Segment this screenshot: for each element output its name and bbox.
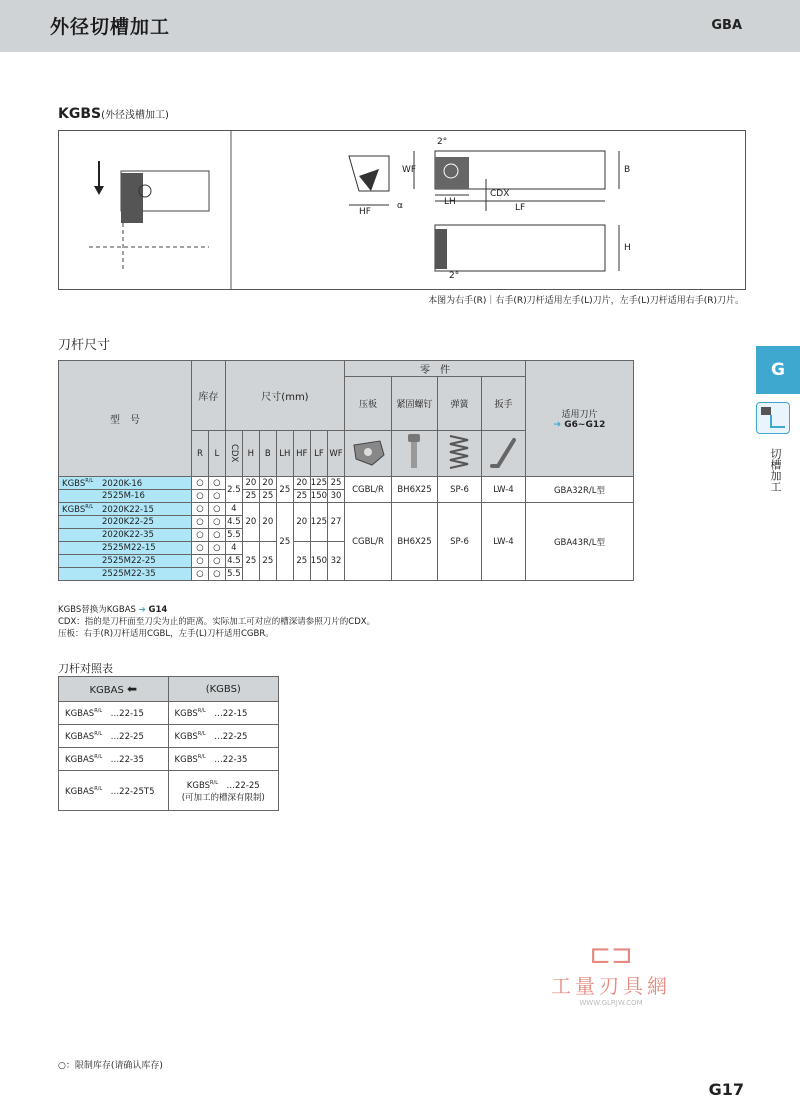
- model-cell: [59, 529, 192, 542]
- model-prefix-sup: R/L: [85, 503, 94, 510]
- wf-value: 27: [328, 503, 345, 542]
- table-title: 刀杆尺寸: [58, 338, 111, 353]
- compare-right-suffix: …22-35: [214, 755, 248, 765]
- compare-right-suffix: …22-25: [226, 780, 260, 791]
- model-code: 2020K22-15: [102, 504, 154, 515]
- note-replace: [58, 604, 375, 616]
- compare-right: [168, 702, 278, 725]
- wf-value: 32: [328, 542, 345, 581]
- stock-l: ○: [208, 568, 225, 581]
- arrow-left-icon: ⬅: [127, 682, 138, 696]
- stock-r: ○: [191, 503, 208, 516]
- stock-l: ○: [208, 542, 225, 555]
- col-cdx: CDX: [225, 431, 242, 477]
- lf-value: 150: [310, 542, 327, 581]
- screw-value: BH6X25: [392, 477, 438, 503]
- table-row: [59, 725, 279, 748]
- header-model: 型 号: [59, 361, 192, 477]
- model-cell: [59, 555, 192, 568]
- col-b: B: [259, 431, 276, 477]
- insert-label: 适用刀片: [561, 410, 598, 420]
- lh-value: 25: [276, 477, 293, 503]
- chapter-label: 切槽加工: [769, 448, 782, 492]
- stock-l: ○: [208, 555, 225, 568]
- col-l: L: [208, 431, 225, 477]
- ref-arrow-icon: ➔: [138, 605, 146, 615]
- compare-left-suffix: …22-25T5: [110, 786, 155, 797]
- table-notes: [58, 604, 375, 640]
- compare-left-suffix: …22-35: [110, 755, 144, 765]
- section-code: GBA: [711, 18, 742, 33]
- lf-value: 125: [310, 503, 327, 542]
- compare-right-sup: R/L: [197, 754, 206, 761]
- compare-right-suffix: …22-25: [214, 732, 248, 742]
- compare-header-right: (KGBS): [168, 677, 278, 702]
- compare-h-left: KGBAS: [89, 685, 124, 696]
- cdx-value: 4.5: [227, 556, 241, 566]
- model-code: 2525M-16: [102, 491, 145, 501]
- page-title: 外径切槽加工: [50, 16, 171, 38]
- compare-right-sup: R/L: [197, 731, 206, 738]
- hf-value: 20: [293, 477, 310, 490]
- lf-value: 125: [310, 478, 328, 488]
- compare-left: [59, 771, 169, 811]
- chapter-tab[interactable]: G: [756, 346, 800, 394]
- clamp-value: CGBL/R: [345, 503, 392, 581]
- screw-icon: [392, 431, 438, 477]
- b-value: 25: [259, 490, 276, 503]
- angle-top-label: 2°: [437, 137, 448, 147]
- hf-label: HF: [359, 207, 371, 217]
- compare-right-sup: R/L: [210, 779, 218, 786]
- compare-left-sup: R/L: [94, 785, 103, 792]
- tool-diagram: [58, 130, 746, 290]
- wrench-value: LW-4: [481, 477, 525, 503]
- compare-left-code: KGBAS: [65, 786, 95, 797]
- compare-left: [59, 725, 169, 748]
- compare-right: [168, 725, 278, 748]
- compare-left: [59, 702, 169, 725]
- alpha-label: α: [397, 201, 403, 211]
- diagram-note: 本图为右手(R)｜右手(R)刀杆适用左手(L)刀片，左手(L)刀杆适用右手(R)刀片。: [428, 296, 744, 306]
- stock-r: ○: [191, 516, 208, 529]
- cdx-value: 4.5: [227, 517, 241, 527]
- holder-table: [58, 360, 634, 581]
- model-code: 2525M22-25: [102, 556, 156, 566]
- compare-right-note: (可加工的槽深有限制): [181, 792, 265, 803]
- b-value: 25: [259, 542, 276, 581]
- section-title-main: KGBS: [58, 106, 102, 122]
- compare-right-sup: R/L: [197, 708, 206, 715]
- section-title: [58, 106, 169, 122]
- stock-r: ○: [191, 490, 208, 503]
- compare-right: [168, 748, 278, 771]
- h-value: 20: [242, 503, 259, 542]
- compare-right-code: KGBS: [174, 709, 198, 719]
- model-prefix: KGBS: [62, 504, 86, 515]
- watermark-text: 工量刃具網: [551, 974, 671, 998]
- watermark-logo-icon: ⊏⊐: [589, 940, 633, 970]
- stock-l: ○: [208, 490, 225, 503]
- spring-icon: [437, 431, 481, 477]
- model-cell: [59, 503, 192, 516]
- note-clamp: 压板：右手(R)刀杆适用CGBL，左手(L)刀杆适用CGBR。: [58, 629, 274, 639]
- clamp-value: CGBL/R: [345, 477, 392, 503]
- col-r: R: [191, 431, 208, 477]
- stock-r: ○: [191, 568, 208, 581]
- note-replace-text: KGBS替换为KGBAS: [58, 605, 136, 615]
- model-code: 2525M22-15: [102, 543, 156, 553]
- model-cell: [59, 542, 192, 555]
- header-dims: 尺寸(mm): [225, 361, 344, 431]
- cdx-value: 4: [225, 542, 242, 555]
- lf-value: 150: [310, 491, 328, 501]
- hf-value: 25: [293, 490, 310, 503]
- model-prefix: KGBS: [62, 478, 86, 489]
- model-cell: [59, 516, 192, 529]
- ref-arrow-icon: ➔: [553, 420, 562, 430]
- stock-l: ○: [208, 529, 225, 542]
- compare-left-code: KGBAS: [65, 709, 95, 719]
- model-code: 2525M22-35: [102, 569, 156, 579]
- holder-table-wrap: [58, 360, 634, 581]
- model-prefix-sup: R/L: [85, 477, 94, 484]
- note-cdx: CDX：指的是刀杆面至刀尖为止的距离。实际加工可对应的槽深请参照刀片的CDX。: [58, 617, 376, 627]
- wf-label: WF: [402, 165, 417, 175]
- stock-r: ○: [191, 477, 208, 490]
- compare-right-code: KGBS: [186, 780, 211, 791]
- watermark-url: WWW.GLRJW.COM: [579, 999, 643, 1007]
- compare-left: [59, 748, 169, 771]
- compare-left-sup: R/L: [94, 754, 103, 761]
- note-replace-ref[interactable]: G14: [148, 605, 168, 615]
- compare-left-code: KGBAS: [65, 755, 95, 765]
- model-cell: [59, 490, 192, 503]
- model-code: 2020K-16: [102, 478, 143, 489]
- model-code: 2020K22-25: [102, 517, 154, 527]
- compare-header-left: [59, 677, 169, 702]
- compare-left-sup: R/L: [94, 708, 103, 715]
- part-screw: 紧固螺钉: [392, 377, 438, 431]
- compare-title: 刀杆对照表: [58, 662, 113, 675]
- lh-label: LH: [444, 197, 456, 207]
- h-value: 25: [242, 490, 259, 503]
- compare-right-code: KGBS: [174, 732, 198, 742]
- grooving-icon: [756, 402, 790, 434]
- h-value: 20: [242, 477, 259, 490]
- wrench-value: LW-4: [481, 503, 525, 581]
- table-row: [59, 702, 279, 725]
- hf-value: 20: [293, 503, 310, 542]
- b-value: 20: [259, 503, 276, 542]
- compare-right-code: KGBS: [174, 755, 198, 765]
- cdx-value: 2.5: [225, 477, 242, 503]
- insert-value: GBA43R/L型: [525, 503, 633, 581]
- watermark: [536, 940, 686, 1007]
- stock-l: ○: [208, 516, 225, 529]
- insert-value: GBA32R/L型: [525, 477, 633, 503]
- col-lf: LF: [310, 431, 327, 477]
- wrench-icon: [481, 431, 525, 477]
- stock-legend: ○：限制库存(请确认库存): [58, 1061, 163, 1071]
- table-row: [59, 771, 279, 811]
- part-wrench: 扳手: [481, 377, 525, 431]
- compare-right-suffix: …22-15: [214, 709, 248, 719]
- model-cell: [59, 477, 192, 490]
- part-clamp: 压板: [345, 377, 392, 431]
- wf-value: 30: [328, 490, 345, 503]
- h-value: 25: [242, 542, 259, 581]
- b-label: B: [624, 165, 631, 175]
- cdx-label: CDX: [490, 189, 510, 199]
- header-parts: 零 件: [345, 361, 526, 377]
- compare-left-suffix: …22-15: [110, 709, 144, 719]
- spring-value: SP-6: [437, 503, 481, 581]
- model-cell: [59, 568, 192, 581]
- stock-r: ○: [191, 542, 208, 555]
- cdx-value: 4: [225, 503, 242, 516]
- col-h: H: [242, 431, 259, 477]
- col-lh: LH: [276, 431, 293, 477]
- part-spring: 弹簧: [437, 377, 481, 431]
- col-hf: HF: [293, 431, 310, 477]
- lf-label: LF: [515, 203, 526, 213]
- stock-r: ○: [191, 555, 208, 568]
- insert-ref: [526, 420, 633, 430]
- table-row: [59, 748, 279, 771]
- stock-l: ○: [208, 477, 225, 490]
- compare-table: [58, 676, 279, 811]
- lh-value: 25: [276, 503, 293, 581]
- page-number: G17: [708, 1080, 744, 1099]
- header-stock: 库存: [191, 361, 225, 431]
- compare-left-code: KGBAS: [65, 732, 95, 742]
- cdx-value: 5.5: [227, 569, 241, 579]
- cdx-value: 5.5: [227, 530, 241, 540]
- model-code: 2020K22-35: [102, 530, 154, 540]
- compare-left-sup: R/L: [94, 731, 103, 738]
- angle-bottom-label: 2°: [449, 271, 460, 281]
- h-label: H: [624, 243, 631, 253]
- compare-table-wrap: [58, 676, 279, 811]
- compare-right: [168, 771, 278, 811]
- hf-value: 25: [293, 542, 310, 581]
- stock-l: ○: [208, 503, 225, 516]
- screw-value: BH6X25: [392, 503, 438, 581]
- section-subtitle: (外径浅槽加工): [101, 110, 169, 121]
- header-insert: [525, 361, 633, 477]
- stock-r: ○: [191, 529, 208, 542]
- col-wf: WF: [328, 431, 345, 477]
- b-value: 20: [259, 477, 276, 490]
- spring-value: SP-6: [437, 477, 481, 503]
- insert-ref-text: G6~G12: [564, 420, 606, 430]
- compare-left-suffix: …22-25: [110, 732, 144, 742]
- clamp-icon: [345, 431, 392, 477]
- wf-value: 25: [328, 477, 345, 490]
